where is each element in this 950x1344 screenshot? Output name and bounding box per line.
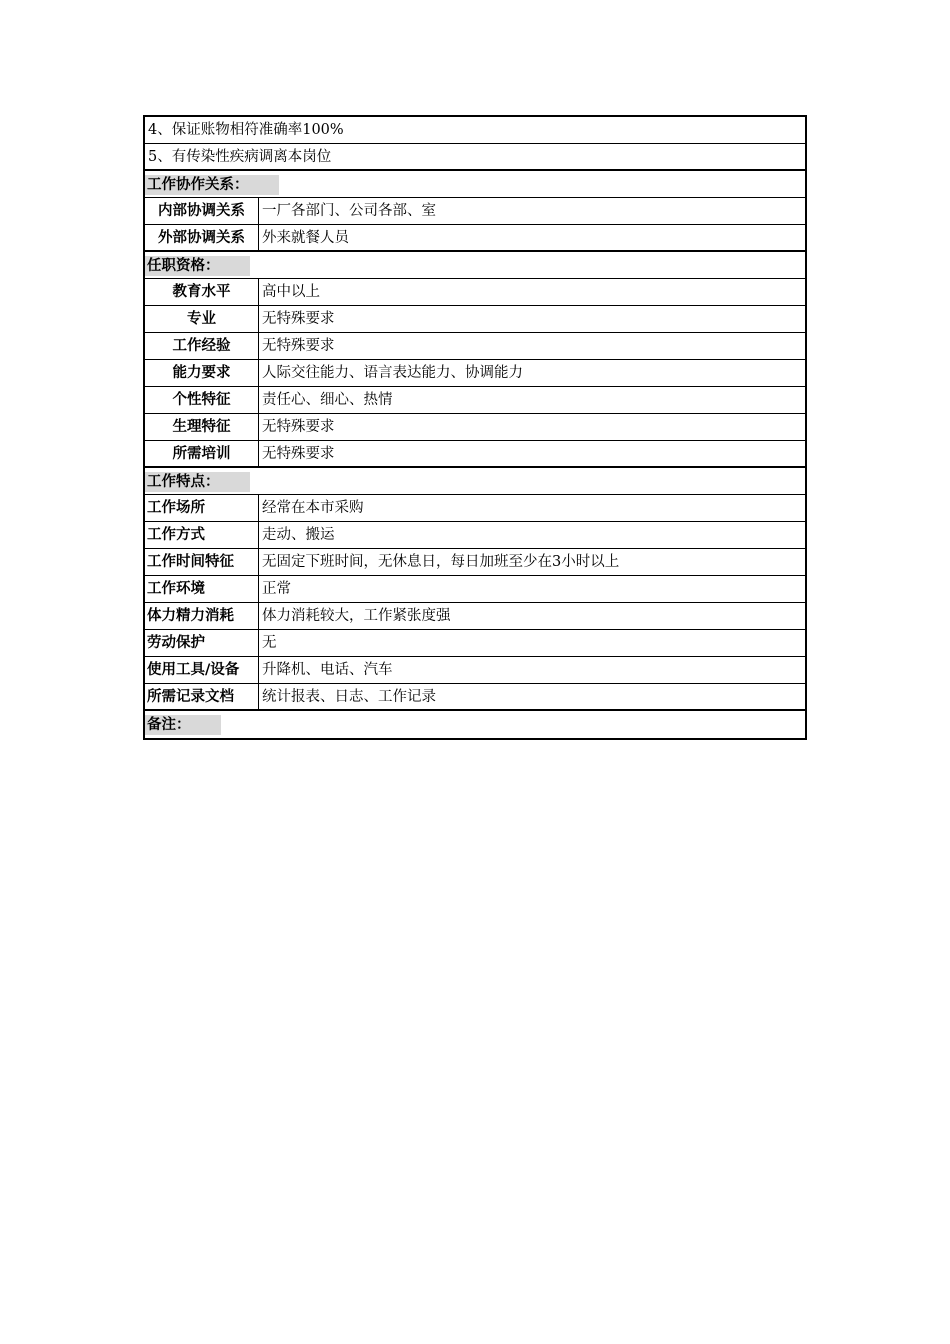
row-value: 体力消耗较大，工作紧张度强 [262,608,451,624]
row-value: 无 [262,635,277,651]
feature-row [145,630,805,657]
section-header-qualifications [145,252,805,279]
row-value: 正常 [262,581,291,597]
row-label: 内部协调关系 [145,198,259,224]
row-label: 外部协调关系 [145,225,259,250]
qualification-row [145,387,805,414]
row-label: 个性特征 [145,387,259,413]
feature-row [145,576,805,603]
row-label: 使用工具/设备 [145,657,259,683]
responsibility-text: 4、保证账物相符准确率100% [148,122,344,138]
row-value: 无特殊要求 [262,419,335,435]
coordination-row [145,198,805,225]
row-label: 所需记录文档 [145,684,259,709]
section-header-coordination [145,171,805,198]
row-label: 能力要求 [145,360,259,386]
row-value: 经常在本市采购 [262,500,364,516]
row-value: 走动、搬运 [262,527,335,543]
row-label: 生理特征 [145,414,259,440]
qualification-row [145,279,805,306]
section-title: 工作协作关系： [145,175,279,195]
feature-row [145,684,805,711]
job-description-table [143,115,807,740]
row-value: 升降机、电话、汽车 [262,662,393,678]
section-header-remarks [145,711,805,738]
qualification-row [145,306,805,333]
row-label: 体力精力消耗 [145,603,259,629]
qualification-row [145,333,805,360]
feature-row [145,549,805,576]
row-label: 工作时间特征 [145,549,259,575]
row-label: 工作场所 [145,495,259,521]
row-label: 所需培训 [145,441,259,466]
row-value: 高中以上 [262,284,320,300]
section-title: 备注： [145,715,221,735]
row-value: 一厂各部门、公司各部、室 [262,203,436,219]
row-label: 工作经验 [145,333,259,359]
row-value: 统计报表、日志、工作记录 [262,689,436,705]
section-header-features [145,468,805,495]
coordination-row [145,225,805,252]
row-label: 教育水平 [145,279,259,305]
qualification-row [145,441,805,468]
row-label: 劳动保护 [145,630,259,656]
row-value: 无特殊要求 [262,446,335,462]
feature-row [145,522,805,549]
feature-row [145,657,805,684]
feature-row [145,495,805,522]
row-label: 工作环境 [145,576,259,602]
row-label: 专业 [145,306,259,332]
section-title: 工作特点： [145,472,250,492]
qualification-row [145,414,805,441]
row-value: 无固定下班时间，无休息日，每日加班至少在3小时以上 [262,554,620,570]
row-value: 无特殊要求 [262,311,335,327]
row-value: 责任心、细心、热情 [262,392,393,408]
responsibility-row [145,117,805,144]
qualification-row [145,360,805,387]
row-label: 工作方式 [145,522,259,548]
row-value: 人际交往能力、语言表达能力、协调能力 [262,365,523,381]
responsibility-text: 5、有传染性疾病调离本岗位 [148,149,332,165]
section-title: 任职资格： [145,256,250,276]
row-value: 外来就餐人员 [262,230,349,246]
feature-row [145,603,805,630]
row-value: 无特殊要求 [262,338,335,354]
responsibility-row [145,144,805,171]
